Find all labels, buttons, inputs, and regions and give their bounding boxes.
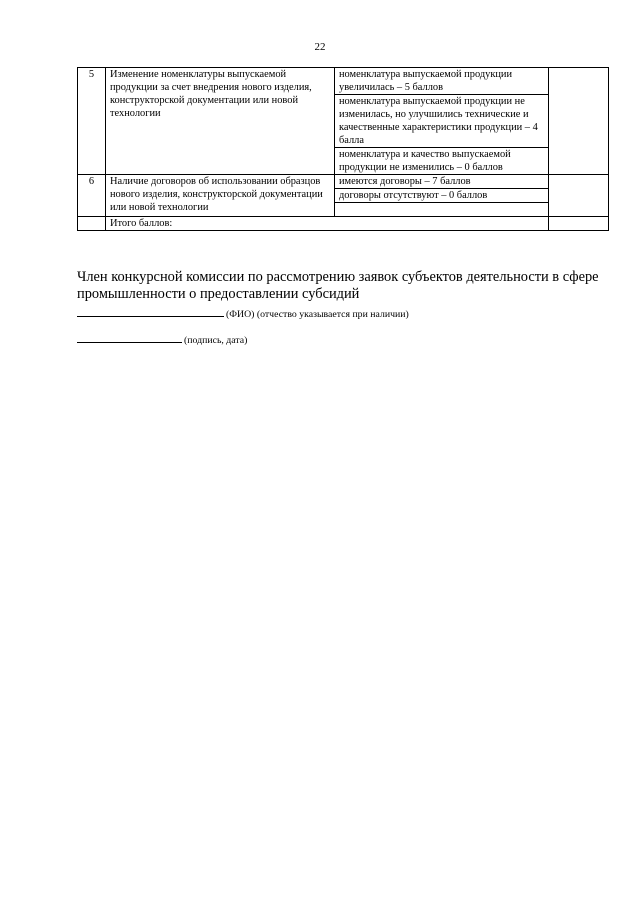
row-number: 6 bbox=[78, 175, 106, 217]
signature-line bbox=[77, 332, 247, 346]
criteria-table bbox=[77, 67, 609, 231]
table-row bbox=[78, 175, 609, 189]
page-number: 22 bbox=[314, 41, 326, 53]
score-cell bbox=[549, 175, 609, 217]
criterion-option: номенклатура выпускаемой продукции увеличилась – 5 баллов bbox=[335, 68, 549, 95]
table-row bbox=[78, 217, 609, 231]
signature-label: (подпись, дата) bbox=[184, 335, 248, 346]
table-row bbox=[78, 68, 609, 95]
score-cell bbox=[549, 68, 609, 175]
row-number: 5 bbox=[78, 68, 106, 175]
commission-title: Член конкурсной комиссии по рассмотрению заявок субъектов деятельности в сфере промышленности о предоставлении субсидий bbox=[77, 269, 599, 302]
total-label: Итого баллов: bbox=[106, 217, 549, 231]
empty-cell bbox=[78, 217, 106, 231]
fio-label: (ФИО) (отчество указывается при наличии) bbox=[226, 309, 409, 320]
fio-underline bbox=[77, 306, 224, 317]
fio-line bbox=[77, 306, 409, 320]
criterion-option: договоры отсутствуют – 0 баллов bbox=[335, 189, 549, 203]
total-score-cell bbox=[549, 217, 609, 231]
criterion-option: номенклатура и качество выпускаемой продукции не изменились – 0 баллов bbox=[335, 148, 549, 175]
signature-underline bbox=[77, 332, 182, 343]
criterion-option: имеются договоры – 7 баллов bbox=[335, 175, 549, 189]
criterion-option: номенклатура выпускаемой продукции не изменилась, но улучшились технические и качественные характеристики продукции – 4 балла bbox=[335, 95, 549, 148]
criterion-name: Изменение номенклатуры выпускаемой продукции за счет внедрения нового изделия, конструкторской документации или новой технологии bbox=[106, 68, 335, 175]
criterion-name: Наличие договоров об использовании образцов нового изделия, конструкторской документации или новой технологии bbox=[106, 175, 335, 217]
empty-cell bbox=[335, 203, 549, 217]
